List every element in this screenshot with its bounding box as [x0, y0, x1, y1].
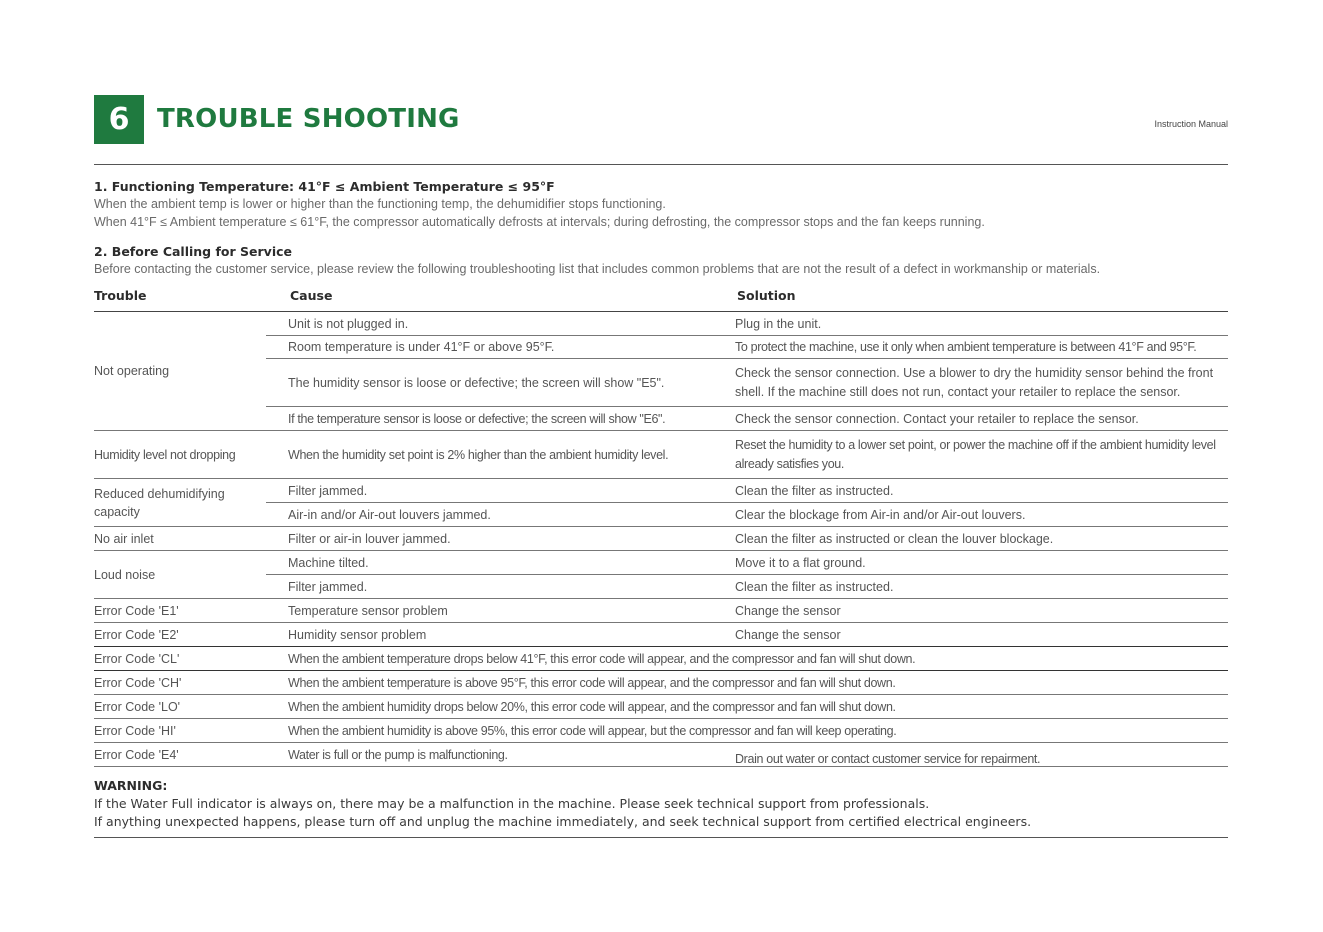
solution-cell: Clean the filter as instructed or clean the louver blockage.	[735, 531, 1054, 546]
manual-label: Instruction Manual	[1154, 119, 1228, 129]
solution-cell: Clear the blockage from Air-in and/or Air-out louvers.	[735, 507, 1026, 522]
solution-cell: Change the sensor	[735, 603, 841, 618]
trouble-cell: Error Code 'CH'	[94, 675, 182, 690]
cause-cell: Unit is not plugged in.	[288, 316, 409, 331]
solution-cell: Plug in the unit.	[735, 316, 822, 331]
row-divider	[94, 742, 1228, 743]
header-solution: Solution	[737, 288, 796, 303]
cause-cell: If the temperature sensor is loose or defective; the screen will show "E6".	[288, 411, 666, 426]
cause-cell: When the ambient humidity is above 95%, this error code will appear, but the compressor and fan will keep operating.	[288, 723, 897, 738]
header-trouble: Trouble	[94, 288, 147, 303]
cause-cell: Filter jammed.	[288, 579, 368, 594]
solution-cell: To protect the machine, use it only when ambient temperature is between 41°F and 95°F.	[735, 340, 1197, 354]
section-1-line: When the ambient temp is lower or higher than the functioning temp, the dehumidifier stops functioning.	[94, 197, 666, 211]
row-divider	[94, 478, 1228, 479]
footer-divider	[94, 837, 1228, 838]
section-number-badge: 6	[94, 95, 144, 144]
header-divider	[94, 164, 1228, 165]
solution-cell: Change the sensor	[735, 627, 841, 642]
trouble-cell: Reduced dehumidifying capacity	[94, 486, 225, 519]
row-divider	[94, 598, 1228, 599]
cause-cell: When the ambient temperature drops below 41°F, this error code will appear, and the compressor and fan will shut down.	[288, 651, 916, 666]
warning-line: If anything unexpected happens, please turn off and unplug the machine immediately, and seek technical support from certified electrical engineers.	[94, 814, 1032, 829]
row-divider	[94, 526, 1228, 527]
solution-cell: Check the sensor connection. Contact your retailer to replace the sensor.	[735, 411, 1139, 426]
solution-cell: Move it to a flat ground.	[735, 555, 866, 570]
section-1-title: 1. Functioning Temperature: 41°F ≤ Ambient Temperature ≤ 95°F	[94, 179, 555, 194]
trouble-cell: Error Code 'CL'	[94, 651, 180, 666]
solution-cell: Clean the filter as instructed.	[735, 579, 894, 594]
trouble-cell: Error Code 'E2'	[94, 627, 179, 642]
cause-cell: Filter or air-in louver jammed.	[288, 531, 451, 546]
cause-cell: Temperature sensor problem	[288, 603, 448, 618]
cause-cell: Humidity sensor problem	[288, 627, 427, 642]
section-1-line: When 41°F ≤ Ambient temperature ≤ 61°F, the compressor automatically defrosts at intervals; during defrosting, the compressor stops and the fan keeps running.	[94, 215, 985, 229]
trouble-cell: Loud noise	[94, 567, 156, 582]
row-divider	[94, 550, 1228, 551]
warning-line: If the Water Full indicator is always on, there may be a malfunction in the machine. Please seek technical support from professionals.	[94, 796, 930, 811]
solution-cell: Drain out water or contact customer service for repairment.	[735, 751, 1041, 766]
cause-cell: Room temperature is under 41°F or above 95°F.	[288, 340, 555, 354]
trouble-cell: Error Code 'HI'	[94, 723, 176, 738]
trouble-cell: Humidity level not dropping	[94, 447, 236, 462]
trouble-cell: No air inlet	[94, 531, 154, 546]
cause-cell: When the humidity set point is 2% higher than the ambient humidity level.	[288, 447, 669, 462]
trouble-cell: Error Code 'LO'	[94, 699, 181, 714]
solution-cell: Reset the humidity to a lower set point, or power the machine off if the ambient humidity level already satisfies you.	[735, 437, 1216, 471]
solution-cell: Clean the filter as instructed.	[735, 483, 894, 498]
trouble-cell: Error Code 'E1'	[94, 603, 179, 618]
solution-cell: Check the sensor connection. Use a blower to dry the humidity sensor behind the front shell. If the machine still does not run, contact your retailer to replace the sensor.	[735, 365, 1214, 399]
cause-cell: When the ambient temperature is above 95°F, this error code will appear, and the compressor and fan will shut down.	[288, 675, 896, 690]
trouble-cell: Error Code 'E4'	[94, 747, 179, 762]
section-2-line: Before contacting the customer service, please review the following troubleshooting list that includes common problems that are not the result of a defect in workmanship or materials.	[94, 262, 1101, 276]
row-divider	[94, 622, 1228, 623]
cause-cell: Water is full or the pump is malfunctioning.	[288, 747, 508, 762]
row-divider	[94, 766, 1228, 767]
cause-cell: Air-in and/or Air-out louvers jammed.	[288, 507, 491, 522]
cause-cell: When the ambient humidity drops below 20%, this error code will appear, and the compressor and fan will shut down.	[288, 699, 896, 714]
warning-title: WARNING:	[94, 778, 168, 793]
page-title: TROUBLE SHOOTING	[157, 104, 460, 134]
cause-cell: Machine tilted.	[288, 555, 369, 570]
cause-cell: Filter jammed.	[288, 483, 368, 498]
section-2-title: 2. Before Calling for Service	[94, 244, 292, 259]
cause-cell: The humidity sensor is loose or defective; the screen will show "E5".	[288, 375, 665, 390]
trouble-cell: Not operating	[94, 364, 170, 378]
header-cause: Cause	[290, 288, 333, 303]
